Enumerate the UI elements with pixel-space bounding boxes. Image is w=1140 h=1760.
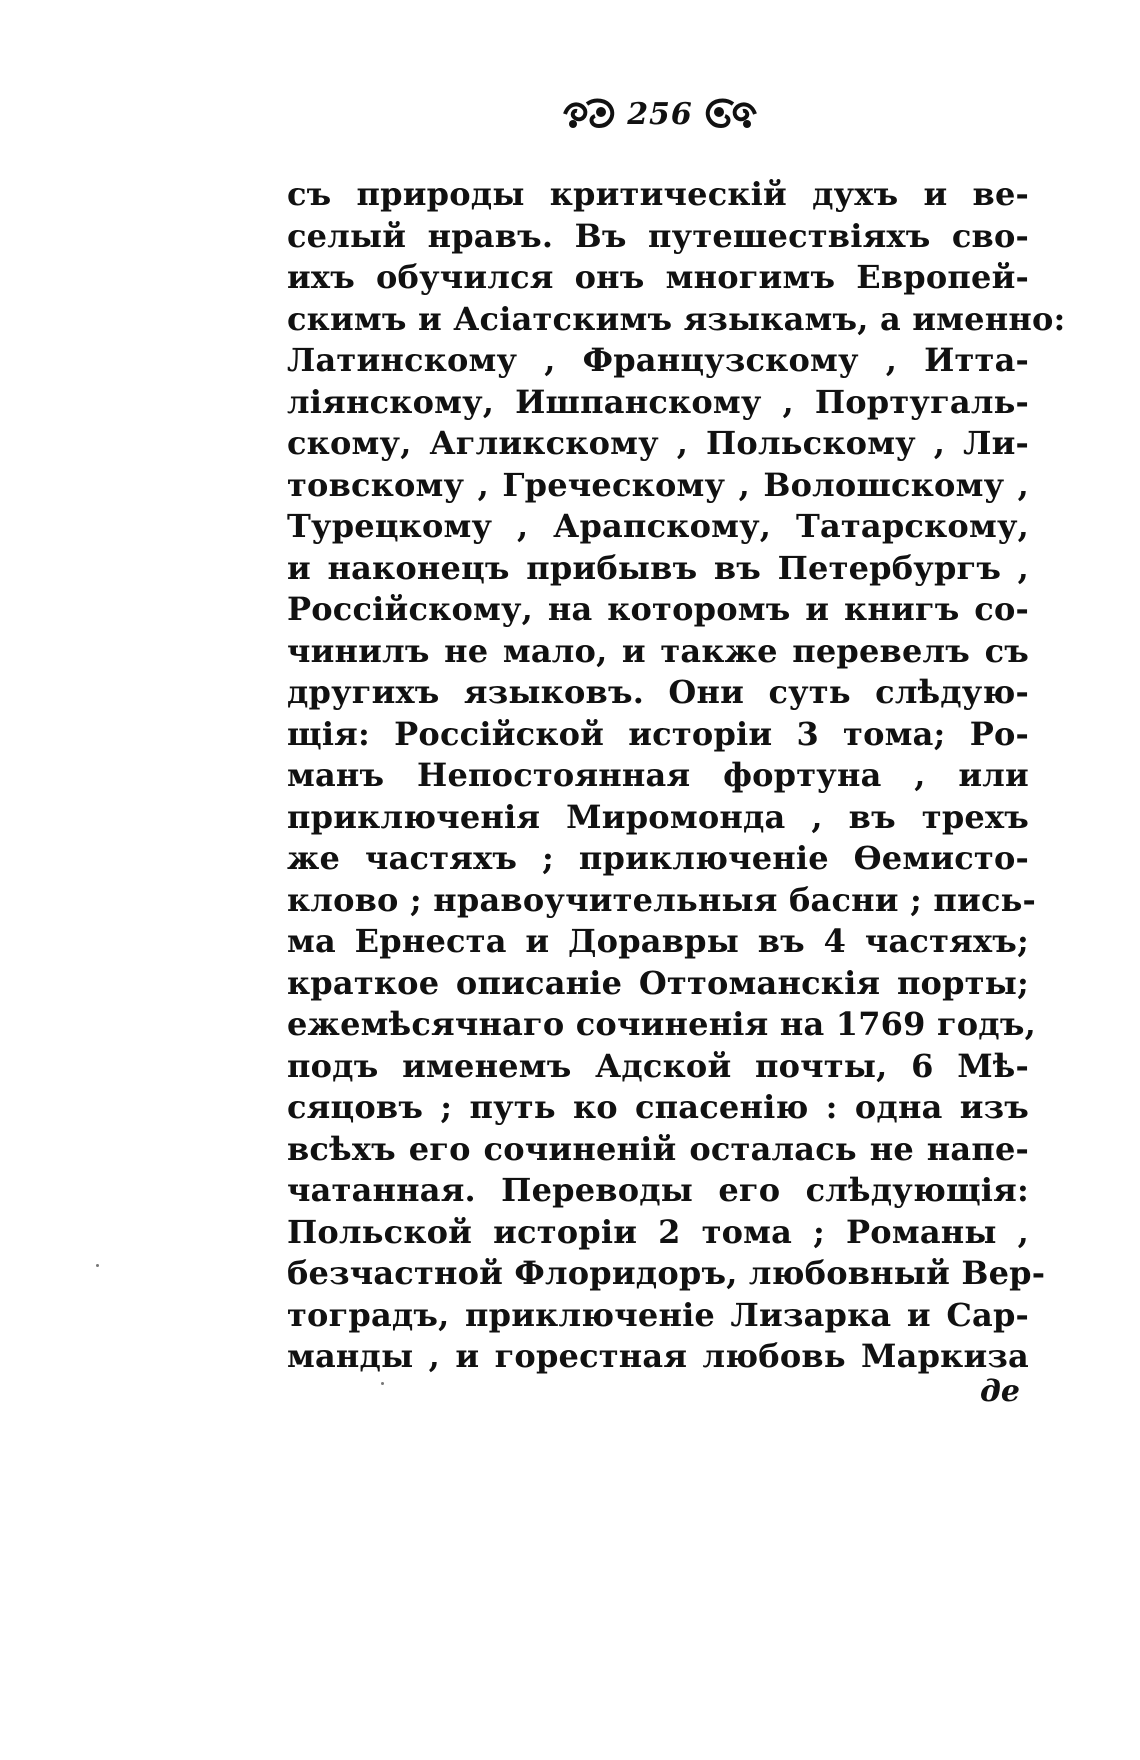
text-line: всѣхъ его сочиненій осталась не напе- <box>287 1129 1029 1168</box>
text-line: безчастной Флоридоръ, любовный Вер- <box>287 1254 1046 1292</box>
scan-speck <box>96 1264 99 1267</box>
text-line: съ природы критическій духъ и ве- <box>287 175 1029 213</box>
body-text <box>287 174 1066 1378</box>
text-line: ихъ обучился онъ многимъ Европей- <box>287 258 1029 296</box>
text-line: подъ именемъ Адской почты, 6 Мѣ- <box>287 1046 1029 1085</box>
text-line: ліянскому, Ишпанскому , Португаль- <box>287 382 1029 421</box>
text-line: приключенія Миромонда , въ трехъ <box>287 797 1029 836</box>
text-line: клово ; нравоучительныя басни ; пись- <box>287 880 1037 919</box>
scan-speck <box>381 1382 384 1385</box>
text-line: манъ Непостоянная фортуна , или <box>287 756 1029 794</box>
text-line: щія: Россійской исторіи 3 тома; Ро- <box>287 714 1029 753</box>
text-line: ежемѣсячнаго сочиненія на 1769 годъ, <box>287 1005 1036 1043</box>
text-line: другихъ языковъ. Они суть слѣдую- <box>287 673 1029 711</box>
text-line: Турецкому , Арапскому, Татарскому, <box>287 507 1029 545</box>
text-line: манды , и горестная любовь Маркиза <box>287 1337 1029 1375</box>
text-line: Россійскому, на которомъ и книгъ со- <box>287 590 1029 628</box>
page-header <box>540 92 780 136</box>
text-line: Польской исторіи 2 тома ; Романы , <box>287 1212 1029 1251</box>
text-line: краткое описаніе Оттоманскія порты; <box>287 963 1029 1002</box>
catchword: де <box>980 1374 1020 1409</box>
text-line: и наконецъ прибывъ въ Петербургъ , <box>287 548 1029 587</box>
text-line: скимъ и Асіатскимъ языкамъ, а именно: <box>287 299 1066 338</box>
text-line: чинилъ не мало, и также перевелъ съ <box>287 631 1029 670</box>
page-number: 256 <box>627 96 693 132</box>
printer-ornament-right-icon <box>701 96 759 132</box>
printer-ornament-left-icon <box>561 96 619 132</box>
text-line: ма Ернеста и Доравры въ 4 частяхъ; <box>287 922 1029 960</box>
text-line: чатанная. Переводы его слѣдующія: <box>287 1171 1029 1209</box>
text-line: селый нравъ. Въ путешествіяхъ сво- <box>287 216 1029 255</box>
text-line: тоградъ, приключеніе Лизарка и Сар- <box>287 1295 1029 1334</box>
text-line: скому, Агликскому , Польскому , Ли- <box>287 424 1029 462</box>
text-line: Латинскому , Французскому , Итта- <box>287 341 1029 379</box>
text-line: товскому , Греческому , Волошскому , <box>287 465 1029 504</box>
text-line: же частяхъ ; приключеніе Өемисто- <box>287 839 1029 877</box>
text-line: сяцовъ ; путь ко спасенію : одна изъ <box>287 1088 1029 1126</box>
